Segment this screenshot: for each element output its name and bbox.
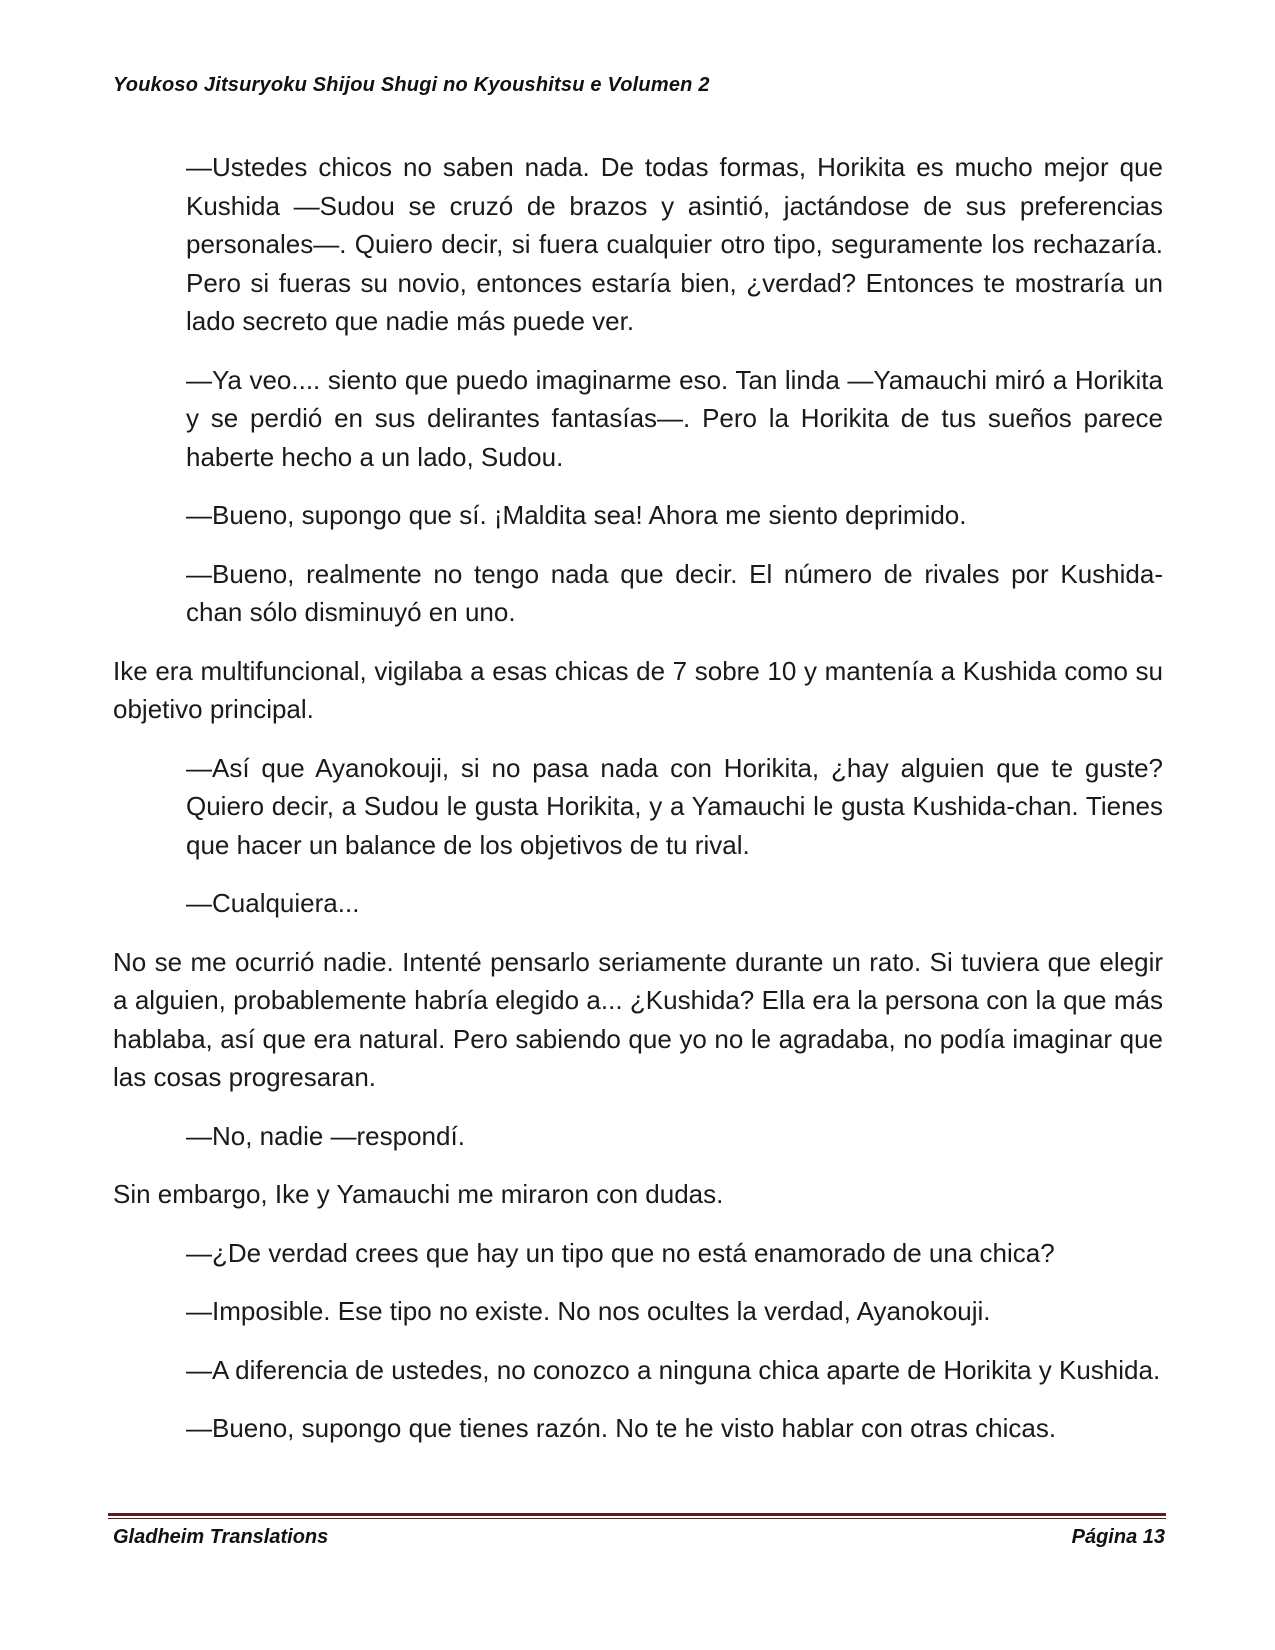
paragraph-narration: No se me ocurrió nadie. Intenté pensarlo seriamente durante un rato. Si tuviera que elegir a alguien, probablemente habría elegido a... ¿Kushida? Ella era la persona con la que más hablaba, así que era natural. Pero sabiendo que yo no le agradaba, no podía imaginar que las cosas progresaran. <box>113 946 1163 1092</box>
paragraph-dialog: —Bueno, supongo que sí. ¡Maldita sea! Ahora me siento deprimido. <box>186 500 967 530</box>
page-number: Página 13 <box>1071 1526 1165 1548</box>
paragraph-dialog: —Ustedes chicos no saben nada. De todas formas, Horikita es mucho mejor que Kushida —Sudou se cruzó de brazos y asintió, jactándose de sus preferencias personales—. Quiero decir, si fuera cualquier otro tipo, seguramente los rechazaría. Pero si fueras su novio, entonces estaría bien, ¿verdad? Entonces te mostraría un lado secreto que nadie más puede ver. <box>186 152 1163 336</box>
page-header-title: Youkoso Jitsuryoku Shijou Shugi no Kyoushitsu e Volumen 2 <box>113 74 710 96</box>
paragraph-narration: Sin embargo, Ike y Yamauchi me miraron con dudas. <box>113 1179 724 1209</box>
page-body <box>113 148 1163 1468</box>
paragraph-dialog: —A diferencia de ustedes, no conozco a ninguna chica aparte de Horikita y Kushida. <box>186 1354 1161 1385</box>
paragraph-dialog: —Ya veo.... siento que puedo imaginarme eso. Tan linda —Yamauchi miró a Horikita y se perdió en sus delirantes fantasías—. Pero la Horikita de tus sueños parece haberte hecho a un lado, Sudou. <box>186 364 1163 472</box>
paragraph-narration: Ike era multifuncional, vigilaba a esas chicas de 7 sobre 10 y mantenía a Kushida como su objetivo principal. <box>113 655 1163 724</box>
paragraph-dialog: —No, nadie —respondí. <box>186 1120 465 1151</box>
footer-divider <box>108 1513 1166 1519</box>
footer-credit: Gladheim Translations <box>113 1526 329 1548</box>
paragraph-dialog: —Bueno, supongo que tienes razón. No te he visto hablar con otras chicas. <box>186 1413 1057 1443</box>
paragraph-dialog: —Cualquiera... <box>186 888 360 918</box>
paragraph-dialog: —Imposible. Ese tipo no existe. No nos ocultes la verdad, Ayanokouji. <box>186 1296 991 1326</box>
paragraph-dialog: —Bueno, realmente no tengo nada que decir. El número de rivales por Kushida-chan sólo disminuyó en uno. <box>186 558 1163 627</box>
paragraph-dialog: —Así que Ayanokouji, si no pasa nada con Horikita, ¿hay alguien que te guste? Quiero decir, a Sudou le gusta Horikita, y a Yamauchi le gusta Kushida-chan. Tienes que hacer un balance de los objetivos de tu rival. <box>186 752 1163 860</box>
paragraph-dialog: —¿De verdad crees que hay un tipo que no está enamorado de una chica? <box>186 1237 1055 1268</box>
